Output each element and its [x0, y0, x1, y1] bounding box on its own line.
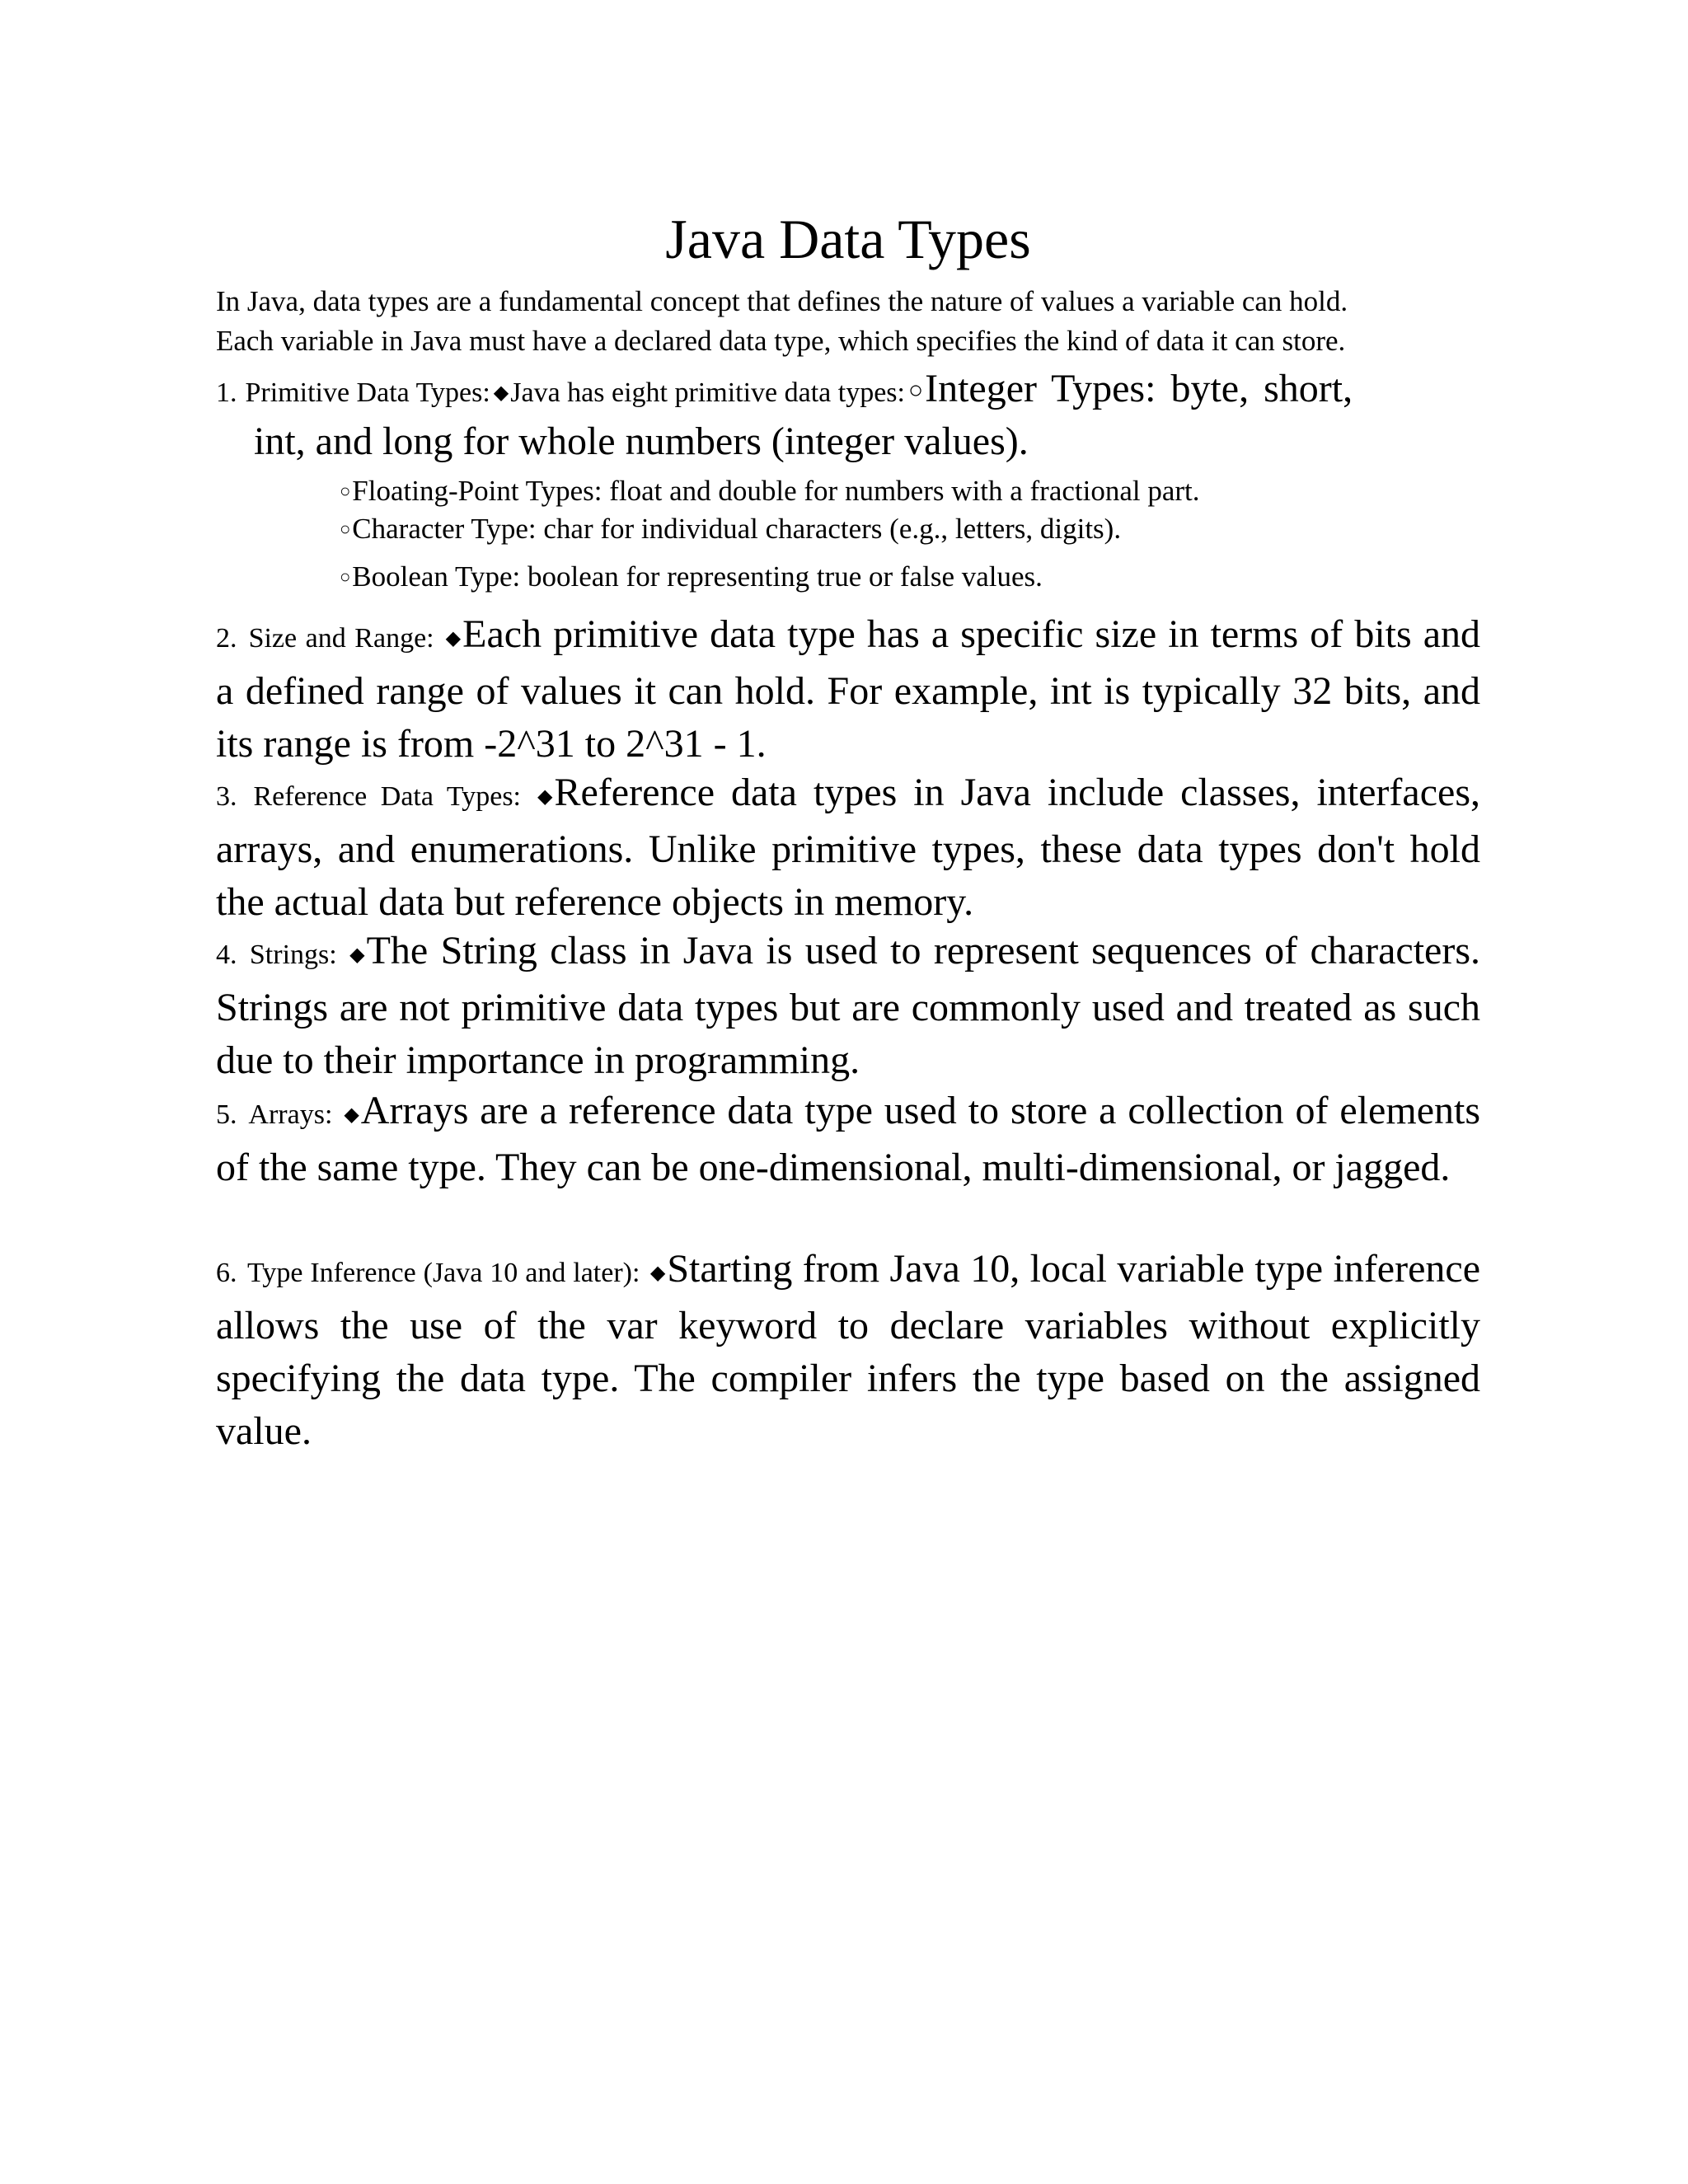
diamond-bullet-icon: ◆ [493, 382, 509, 404]
diamond-bullet-icon: ◆ [537, 786, 553, 808]
intro-line-2: Each variable in Java must have a declared data type, which specifies the kind of data it can store. [216, 325, 1346, 357]
item-number: 6. [216, 1258, 237, 1288]
diamond-bullet-icon: ◆ [649, 1263, 666, 1284]
item-text: Each primitive data type has a specific size in terms of bits and a defined range of values it can hold. For example, int is typically 32 bits, and its range is from -2^31 to 2^31 - 1. [216, 612, 1481, 766]
diamond-bullet-icon: ◆ [349, 944, 365, 966]
item-lead: Arrays: [248, 1099, 333, 1130]
sub-item-character [340, 511, 1121, 547]
item-number: 1. [216, 377, 237, 408]
circle-bullet-icon: ○ [340, 480, 351, 501]
page-title: Java Data Types [665, 208, 1031, 270]
item-3-paragraph [216, 766, 1480, 929]
circle-bullet-icon: ○ [340, 566, 351, 587]
sub-item-integer: Integer Types: byte, short, [925, 367, 1353, 410]
sub-item-text: Floating-Point Types: float and double for numbers with a fractional part. [352, 475, 1200, 507]
circle-bullet-icon: ○ [907, 377, 924, 404]
item-text: The String class in Java is used to represent sequences of characters. Strings are not primitive data types but are commonly used and treated as such due to their importance in programming. [216, 929, 1481, 1082]
item-text: Starting from Java 10, local variable type inference allows the use of the var keyword to declare variables without explicitly specifying the data type. The compiler infers the type based on the assigned value. [216, 1247, 1481, 1453]
item-lead: Type Inference (Java 10 and later): [246, 1258, 640, 1288]
item-lead: Strings: [249, 940, 337, 970]
item-6-paragraph [216, 1243, 1480, 1458]
sub-item-floating-point [340, 473, 1200, 509]
item-text: Reference data types in Java include classes, interfaces, arrays, and enumerations. Unlike primitive types, these data types don't hold the actual data but reference objects in memory. [216, 771, 1480, 924]
item-text: Arrays are a reference data type used to store a collection of elements of the same type. They can be one-dimensional, multi-dimensional, or jagged. [216, 1089, 1481, 1189]
item-2-paragraph [216, 608, 1480, 771]
sub-item-integer-continuation: int, and long for whole numbers (integer values). [254, 419, 1029, 463]
item-number: 4. [216, 940, 237, 970]
item-number: 5. [216, 1099, 237, 1130]
item-number: 2. [216, 623, 237, 654]
circle-bullet-icon: ○ [340, 518, 351, 539]
diamond-bullet-icon: ◆ [445, 628, 462, 649]
sub-item-boolean [340, 559, 1043, 595]
item-lead: Size and Range: [248, 623, 434, 654]
sub-item-text: Boolean Type: boolean for representing true or false values. [352, 560, 1043, 593]
item-lead-text: Java has eight primitive data types: [510, 377, 905, 408]
item-lead: Primitive Data Types: [245, 377, 490, 408]
intro-line-1: In Java, data types are a fundamental concept that defines the nature of values a variable can hold. [216, 285, 1348, 317]
diamond-bullet-icon: ◆ [344, 1104, 359, 1126]
item-5-paragraph [216, 1085, 1480, 1194]
item-4-paragraph [216, 925, 1480, 1087]
item-number: 3. [216, 781, 237, 812]
item-lead: Reference Data Types: [253, 781, 522, 812]
intro-paragraph [216, 282, 1480, 361]
sub-item-text: Character Type: char for individual characters (e.g., letters, digits). [352, 513, 1122, 545]
